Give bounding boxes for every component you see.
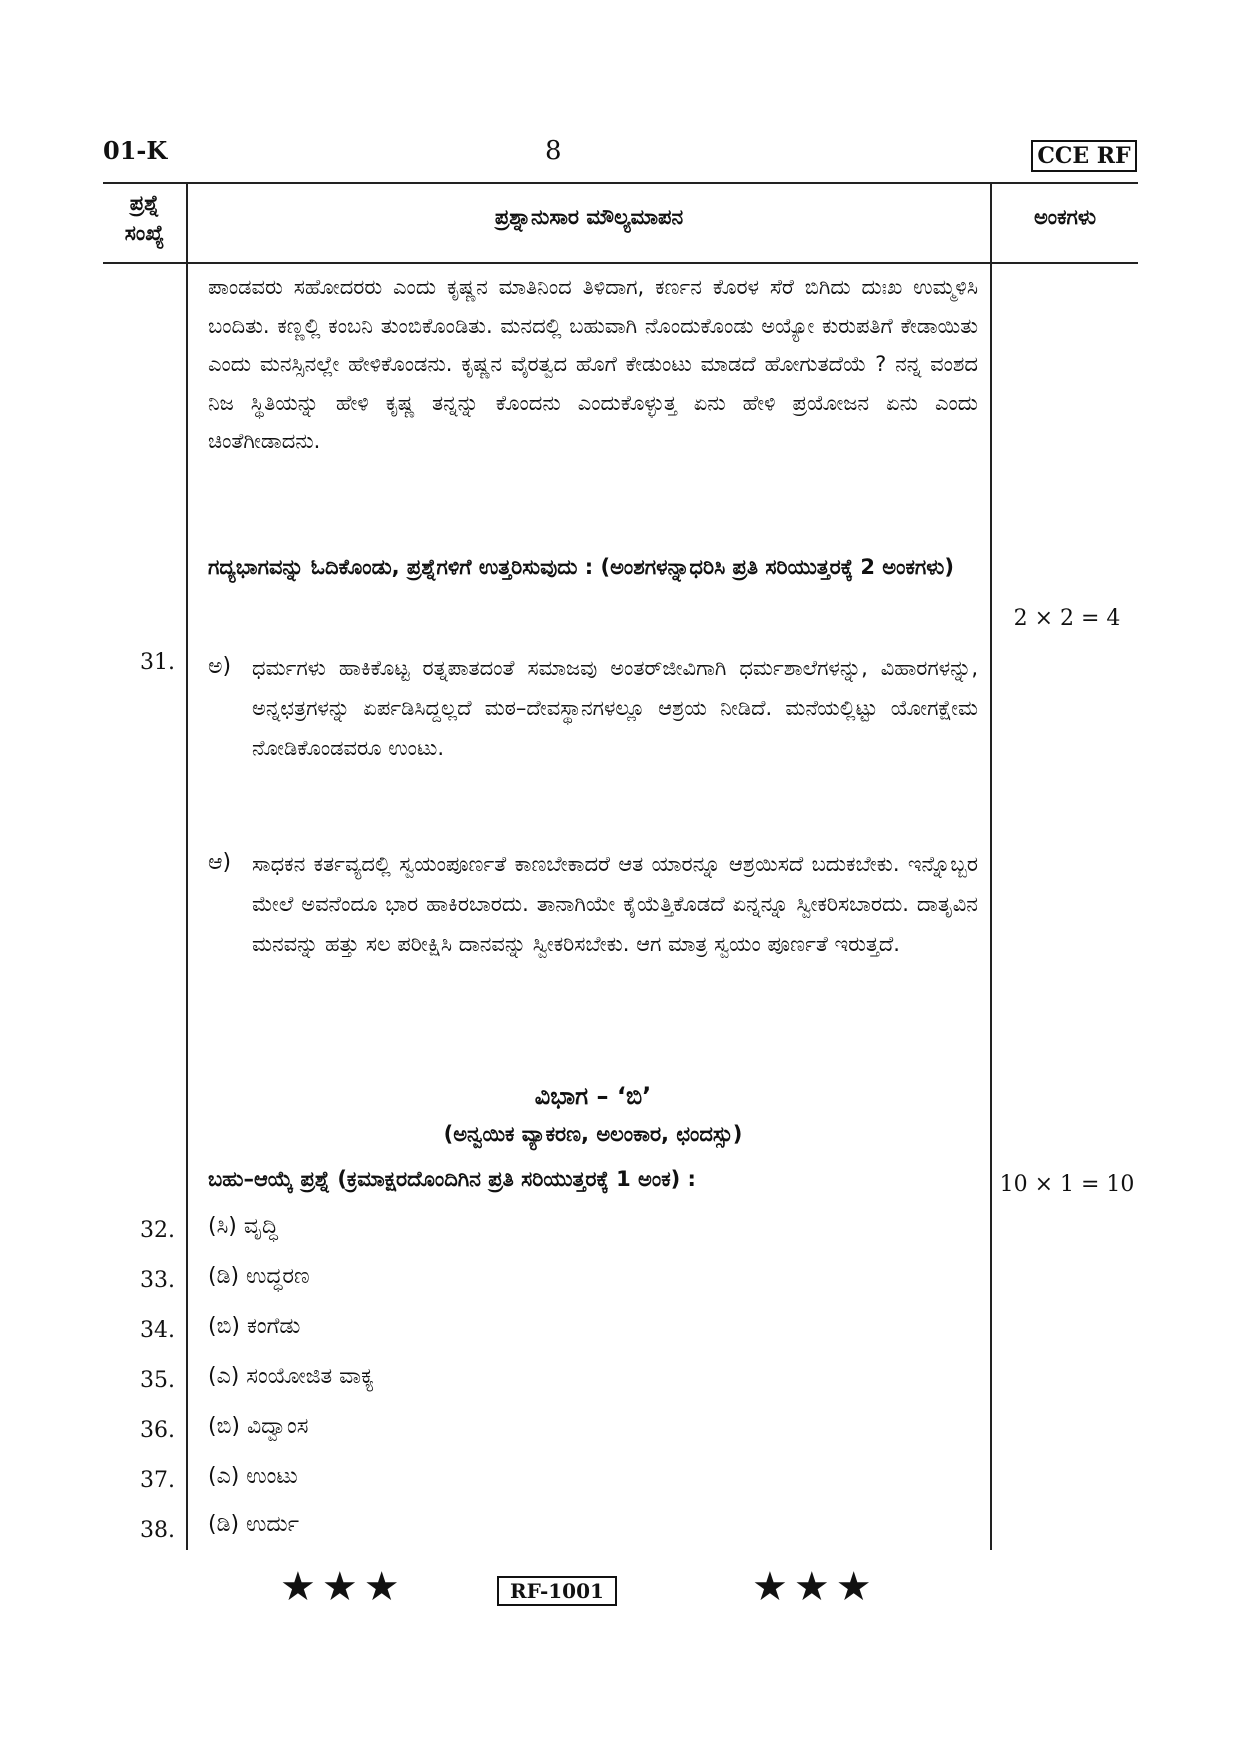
section-b-title: ವಿಭಾಗ – ‘ಬಿ’: [534, 1082, 652, 1110]
footer-stars-left: ★★★: [280, 1564, 406, 1610]
table-header-rule: [103, 262, 1138, 264]
answer-text: (ಡಿ) ಉದ್ಧರಣ: [208, 1264, 310, 1289]
header-question-line1: ಪ್ರಶ್ನೆ: [129, 191, 160, 215]
answer-text: (ಡಿ) ಉರ್ದು: [208, 1512, 299, 1537]
answer-text: (ಬಿ) ವಿದ್ವಾಂಸ: [208, 1414, 309, 1439]
q31-option-a-letter: ಅ): [208, 654, 232, 679]
table-top-rule: [103, 182, 1138, 184]
q31-number: 31.: [140, 650, 175, 675]
header-evaluation: ಪ್ರಶ್ನಾನುಸಾರ ಮೌಲ್ಯಮಾಪನ: [494, 205, 684, 229]
page-number: 8: [545, 136, 562, 166]
col1-divider: [186, 182, 188, 1550]
answer-text: (ಎ) ಉಂಟು: [208, 1464, 298, 1489]
answer-number: 34.: [140, 1318, 175, 1343]
q31-option-b-letter: ಆ): [208, 850, 232, 875]
passage-text: ಪಾಂಡವರು ಸಹೋದರರು ಎಂದು ಕೃಷ್ಣನ ಮಾತಿನಿಂದ ತಿಳಿದಾಗ, ಕರ್ಣನ ಕೊರಳ ಸೆರೆ ಬಿಗಿದು ದುಃಖ ಉಮ್ಮಳಿಸಿ ಬಂದಿತು. ಕಣ್ಣಲ್ಲಿ ಕಂಬನಿ ತುಂಬಿಕೊಂಡಿತು. ಮನದಲ್ಲಿ ಬಹುವಾಗಿ ನೊಂದುಕೊಂಡು ಅಯ್ಯೋ ಕುರುಪತಿಗೆ ಕೇಡಾಯಿತು ಎಂದು ಮನಸ್ಸಿನಲ್ಲೇ ಹೇಳಿಕೊಂಡನು. ಕೃಷ್ಣನ ವೈರತ್ವದ ಹೊಗೆ ಕೇಡುಂಟು ಮಾಡದೆ ಹೋಗುತದೆಯೆ ? ನನ್ನ ವಂಶದ ನಿಜ ಸ್ಥಿತಿಯನ್ನು ಹೇಳಿ ಕೃಷ್ಣ ತನ್ನನ್ನು ಕೊಂದನು ಎಂದುಕೊಳ್ಳುತ್ತ ಏನು ಹೇಳಿ ಪ್ರಯೋಜನ ಏನು ಎಂದು ಚಿಂತೆಗೀಡಾದನು.: [208, 275, 978, 453]
answer-text: (ಎ) ಸಂಯೋಜಿತ ವಾಕ್ಯ: [208, 1364, 375, 1389]
header-question-number: [103, 188, 186, 248]
footer-code: RF-1001: [497, 1576, 617, 1606]
series-badge: CCE RF: [1031, 140, 1137, 172]
header-question-line2: ಸಂಖ್ಯೆ: [124, 221, 165, 245]
q31-marks: 2 × 2 = 4: [1013, 606, 1121, 631]
answer-number: 37.: [140, 1468, 175, 1493]
section-b-marks: 10 × 1 = 10: [999, 1172, 1135, 1197]
q31-instruction: ಗದ್ಯಭಾಗವನ್ನು ಓದಿಕೊಂಡು, ಪ್ರಶ್ನೆಗಳಿಗೆ ಉತ್ತರಿಸುವುದು : (ಅಂಶಗಳನ್ನಾಧರಿಸಿ ಪ್ರತಿ ಸರಿಯುತ್ತರಕ್ಕೆ 2 ಅಂಕಗಳು): [208, 555, 954, 579]
answer-number: 38.: [140, 1518, 175, 1543]
header-marks: ಅಂಕಗಳು: [1033, 205, 1097, 229]
paper-code: 01-K: [103, 136, 168, 165]
q31-option-b-text: ಸಾಧಕನ ಕರ್ತವ್ಯದಲ್ಲಿ ಸ್ವಯಂಪೂರ್ಣತೆ ಕಾಣಬೇಕಾದರೆ ಆತ ಯಾರನ್ನೂ ಆಶ್ರಯಿಸದೆ ಬದುಕಬೇಕು. ಇನ್ನೊಬ್ಬರ ಮೇಲೆ ಅವನೆಂದೂ ಭಾರ ಹಾಕಿರಬಾರದು. ತಾನಾಗಿಯೇ ಕೈಯೆತ್ತಿಕೊಡದೆ ಏನ್ನನ್ನೂ ಸ್ವೀಕರಿಸಬಾರದು. ದಾತೃವಿನ ಮನವನ್ನು ಹತ್ತು ಸಲ ಪರೀಕ್ಷಿಸಿ ದಾನವನ್ನು ಸ್ವೀಕರಿಸಬೇಕು. ಆಗ ಮಾತ್ರ ಸ್ವಯಂ ಪೂರ್ಣತೆ ಇರುತ್ತದೆ.: [252, 852, 978, 956]
answer-number: 36.: [140, 1418, 175, 1443]
col2-divider: [990, 182, 992, 1550]
section-b-subtitle: (ಅನ್ವಯಿಕ ವ್ಯಾಕರಣ, ಅಲಂಕಾರ, ಛಂದಸ್ಸು): [443, 1122, 743, 1146]
footer-stars-right: ★★★: [752, 1564, 878, 1610]
q31-option-a-text: ಧರ್ಮಗಳು ಹಾಕಿಕೊಟ್ಟ ರತ್ನಪಾತದಂತೆ ಸಮಾಜವು ಅಂತರ್‌ಜೀವಿಗಾಗಿ ಧರ್ಮಶಾಲೆಗಳನ್ನು, ವಿಹಾರಗಳನ್ನು, ಅನ್ನಛತ್ರಗಳನ್ನು ಏರ್ಪಡಿಸಿದ್ದಲ್ಲದೆ ಮಠ–ದೇವಸ್ಥಾನಗಳಲ್ಲೂ ಆಶ್ರಯ ನೀಡಿದೆ. ಮನೆಯಲ್ಲಿಟ್ಟು ಯೋಗಕ್ಷೇಮ ನೋಡಿಕೊಂಡವರೂ ಉಂಟು.: [252, 656, 978, 760]
answer-number: 32.: [140, 1218, 175, 1243]
answer-text: (ಸಿ) ವೃದ್ಧಿ: [208, 1214, 278, 1239]
answer-number: 33.: [140, 1268, 175, 1293]
answer-text: (ಬಿ) ಕಂಗೆಡು: [208, 1314, 301, 1339]
answer-number: 35.: [140, 1368, 175, 1393]
section-b-instruction: ಬಹು–ಆಯ್ಕೆ ಪ್ರಶ್ನೆ (ಕ್ರಮಾಕ್ಷರದೊಂದಿಗಿನ ಪ್ರತಿ ಸರಿಯುತ್ತರಕ್ಕೆ 1 ಅಂಕ) :: [208, 1167, 696, 1191]
